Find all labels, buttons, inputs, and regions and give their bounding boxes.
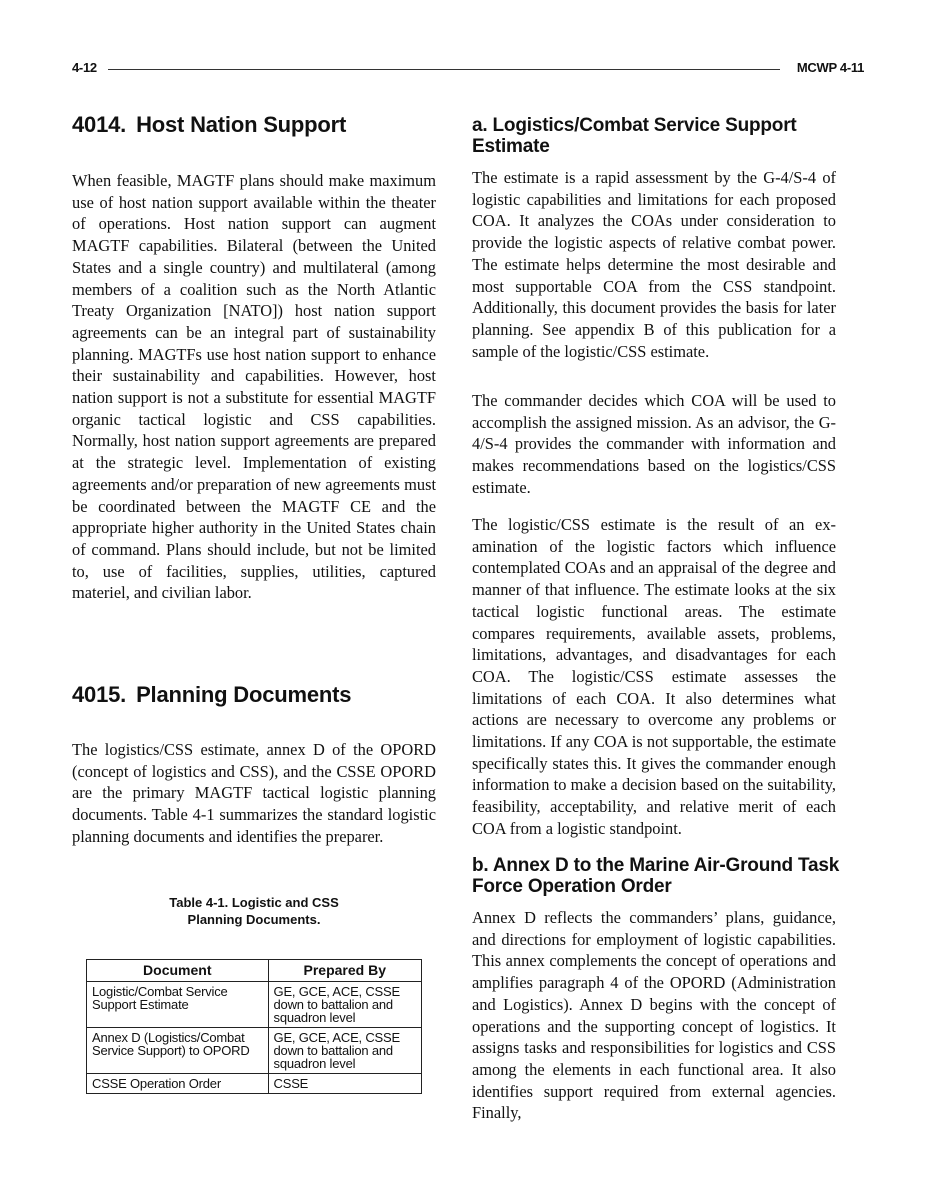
table-caption — [86, 894, 422, 928]
cell-document: Logistic/Combat Service Support Estimate — [87, 982, 269, 1028]
section-number: 4015. — [72, 682, 127, 707]
table-row — [87, 1028, 422, 1074]
cell-prepared-by: CSSE — [268, 1074, 421, 1094]
table-caption-line1: Table 4-1. Logistic and CSS — [169, 895, 339, 910]
section-4014 — [72, 112, 436, 138]
section-title: Host Nation Support — [136, 112, 347, 137]
table-row — [87, 1074, 422, 1094]
estimate-paragraph-2: The commander decides which COA will be used to accomplish the assigned mission. As an advisor, the G-4/S-4 provides the commander with information and makes recommendations based on the logistics/CSS estimate. — [472, 391, 836, 497]
host-nation-support-paragraph: When feasible, MAGTF plans should make maximum use of host nation support available within the theater of operations. Host nation support can augment MAGTF capabilities. Bilateral (between the United States and a single country) and multilateral (among members of a coalition such as the North Atlantic Treaty Organization [NATO]) host nation support agreements can be an integral part of sustainability planning. MAGTFs use host nation support to enhance their sustainability and capabilities. However, host nation support is not a substitute for essential MAGTF organic tactical logistic and CSS capabilities. Normally, host nation support agreements are prepared at the strategic level. Implementation of existing agreements and/or preparation of new agreements must be coordinated between the MAGTF CE and the appropriate higher authority in the United States chain of command. Plans should include, but not be limited to, use of facilities, supplies, utilities, captured materiel, and civilian labor. — [72, 171, 436, 603]
cell-prepared-by: GE, GCE, ACE, CSSE down to battalion and squadron level — [268, 982, 421, 1028]
cell-prepared-by: GE, GCE, ACE, CSSE down to battalion and squadron level — [268, 1028, 421, 1074]
header-rule — [108, 69, 780, 70]
section-title: Planning Documents — [136, 682, 352, 707]
cell-document: Annex D (Logistics/Combat Service Support) to OPORD — [87, 1028, 269, 1074]
planning-documents-table — [86, 959, 422, 1094]
column-header-prepared-by: Prepared By — [268, 960, 421, 982]
estimate-paragraph-1: The estimate is a rapid assessment by the G-4/S-4 of logistic capabilities and limitations for each proposed COA. It analyzes the COAs under consideration to provide the logistic aspects of relative combat power. The estimate helps determine the most desirable and most supportable COA from the CSS standpoint. Additionally, this document provides the basis for later planning. See appendix B of this publication for a sample of the logistic/CSS estimate. — [472, 168, 836, 361]
annex-d-paragraph: Annex D reflects the commanders’ plans, guidance, and directions for employment of logistic capabilities. This annex complements the concept of operations and amplifies paragraph 4 of the OPORD (Administration and Logistics). Annex D begins with the concept of operations and the supporting concept of logistics. It assigns tasks and responsibilities for logistics and CSS among the elements in each functional area. It also identifies support required from external agencies. Finally, — [472, 908, 836, 1123]
section-4015 — [72, 682, 436, 708]
page-number: 4-12 — [72, 60, 97, 75]
estimate-paragraph-3: The logistic/CSS estimate is the result of an examination of the logistic factors which influence contemplated COAs and an appraisal of the degree and manner of that influence. The estimate looks at the six tactical logistic functional areas. The estimate compares requirements, available assets, problems, limitations, advantages, and disadvantages for each COA. The logistic/CSS estimate assesses the limitations of each COA. It also determines what actions are necessary to overcome any problems or limitations. If any COA is not supportable, the estimate specifically states this. It gives the commander enough information to make a decision based on the suitability, feasibility, acceptability, and relative merit of each COA from a logistic standpoint. — [472, 515, 836, 838]
subsection-b-heading: b. Annex D to the Marine Air-Ground Task Force Operation Order — [472, 855, 840, 897]
section-4014-heading — [72, 112, 436, 138]
table-caption-line2: Planning Documents. — [187, 912, 321, 927]
subsection-a-heading: a. Logistics/Combat Service Support Estimate — [472, 115, 797, 157]
section-4015-heading — [72, 682, 436, 708]
page-header — [72, 60, 864, 80]
column-header-document: Document — [87, 960, 269, 982]
cell-document: CSSE Operation Order — [87, 1074, 269, 1094]
table-row — [87, 982, 422, 1028]
section-number: 4014. — [72, 112, 127, 137]
planning-documents-paragraph: The logistics/CSS estimate, annex D of the OPORD (concept of logistics and CSS), and the CSSE OPORD are the primary MAGTF tactical logistic planning documents. Table 4-1 summarizes the standard logistic planning documents and identifies the preparer. — [72, 740, 436, 846]
table-header-row — [87, 960, 422, 982]
publication-id: MCWP 4-11 — [796, 60, 864, 75]
planning-documents-table-wrapper — [86, 959, 422, 1094]
